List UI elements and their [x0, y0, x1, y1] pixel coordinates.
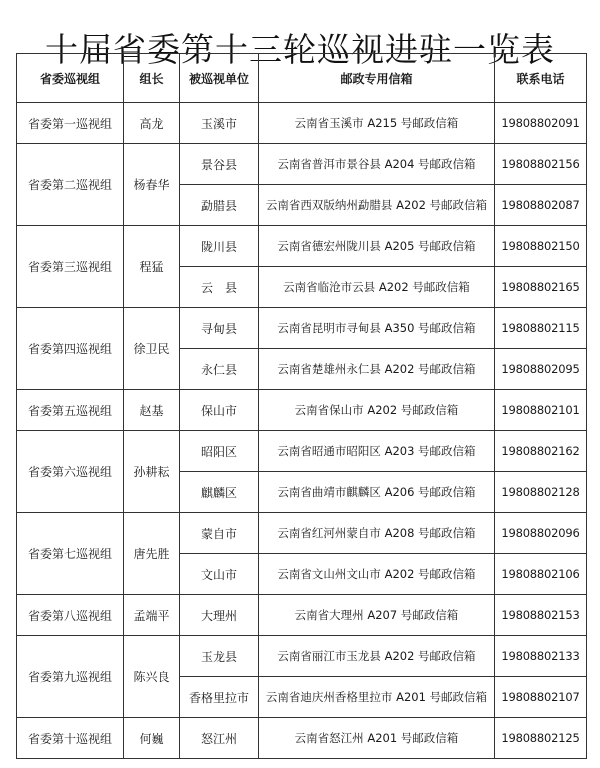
phone-cell: 19808802150 [495, 226, 587, 267]
group-name-cell: 省委第四巡视组 [17, 308, 124, 390]
unit-cell: 昭阳区 [180, 431, 259, 472]
unit-cell: 文山市 [180, 554, 259, 595]
unit-cell: 蒙自市 [180, 513, 259, 554]
leader-cell: 唐先胜 [124, 513, 180, 595]
phone-cell: 19808802096 [495, 513, 587, 554]
mailbox-cell: 云南省玉溪市 A215 号邮政信箱 [259, 103, 495, 144]
inspection-table [16, 53, 587, 759]
phone-cell: 19808802125 [495, 718, 587, 759]
unit-cell: 云 县 [180, 267, 259, 308]
unit-cell: 香格里拉市 [180, 677, 259, 718]
group-name-cell: 省委第二巡视组 [17, 144, 124, 226]
mailbox-cell: 云南省临沧市云县 A202 号邮政信箱 [259, 267, 495, 308]
group-name-cell: 省委第一巡视组 [17, 103, 124, 144]
unit-cell: 勐腊县 [180, 185, 259, 226]
group-name-cell: 省委第九巡视组 [17, 636, 124, 718]
header-phone: 联系电话 [495, 54, 587, 103]
phone-cell: 19808802162 [495, 431, 587, 472]
leader-cell: 高龙 [124, 103, 180, 144]
unit-cell: 保山市 [180, 390, 259, 431]
mailbox-cell: 云南省丽江市玉龙县 A202 号邮政信箱 [259, 636, 495, 677]
leader-cell: 陈兴良 [124, 636, 180, 718]
leader-cell: 孙耕耘 [124, 431, 180, 513]
unit-cell: 大理州 [180, 595, 259, 636]
unit-cell: 玉龙县 [180, 636, 259, 677]
phone-cell: 19808802095 [495, 349, 587, 390]
mailbox-cell: 云南省红河州蒙自市 A208 号邮政信箱 [259, 513, 495, 554]
phone-cell: 19808802153 [495, 595, 587, 636]
phone-cell: 19808802128 [495, 472, 587, 513]
table-row [17, 636, 587, 677]
mailbox-cell: 云南省迪庆州香格里拉市 A201 号邮政信箱 [259, 677, 495, 718]
mailbox-cell: 云南省德宏州陇川县 A205 号邮政信箱 [259, 226, 495, 267]
table-body [17, 103, 587, 759]
unit-cell: 景谷县 [180, 144, 259, 185]
mailbox-cell: 云南省怒江州 A201 号邮政信箱 [259, 718, 495, 759]
phone-cell: 19808802101 [495, 390, 587, 431]
leader-cell: 徐卫民 [124, 308, 180, 390]
table-row [17, 226, 587, 267]
unit-cell: 怒江州 [180, 718, 259, 759]
page-title: 十届省委第十三轮巡视进驻一览表 [45, 30, 555, 70]
table-row [17, 308, 587, 349]
leader-cell: 孟端平 [124, 595, 180, 636]
group-name-cell: 省委第八巡视组 [17, 595, 124, 636]
group-name-cell: 省委第七巡视组 [17, 513, 124, 595]
leader-cell: 何巍 [124, 718, 180, 759]
header-group: 省委巡视组 [17, 54, 124, 103]
unit-cell: 麒麟区 [180, 472, 259, 513]
table-row [17, 513, 587, 554]
phone-cell: 19808802115 [495, 308, 587, 349]
phone-cell: 19808802107 [495, 677, 587, 718]
header-row [17, 54, 587, 103]
table-row [17, 144, 587, 185]
phone-cell: 19808802106 [495, 554, 587, 595]
phone-cell: 19808802165 [495, 267, 587, 308]
unit-cell: 永仁县 [180, 349, 259, 390]
leader-cell: 杨春华 [124, 144, 180, 226]
phone-cell: 19808802091 [495, 103, 587, 144]
leader-cell: 赵基 [124, 390, 180, 431]
phone-cell: 19808802087 [495, 185, 587, 226]
table-row [17, 718, 587, 759]
unit-cell: 寻甸县 [180, 308, 259, 349]
table-row [17, 390, 587, 431]
phone-cell: 19808802156 [495, 144, 587, 185]
mailbox-cell: 云南省昆明市寻甸县 A350 号邮政信箱 [259, 308, 495, 349]
mailbox-cell: 云南省普洱市景谷县 A204 号邮政信箱 [259, 144, 495, 185]
table-row [17, 103, 587, 144]
group-name-cell: 省委第五巡视组 [17, 390, 124, 431]
mailbox-cell: 云南省保山市 A202 号邮政信箱 [259, 390, 495, 431]
mailbox-cell: 云南省西双版纳州勐腊县 A202 号邮政信箱 [259, 185, 495, 226]
table-row [17, 595, 587, 636]
group-name-cell: 省委第六巡视组 [17, 431, 124, 513]
mailbox-cell: 云南省楚雄州永仁县 A202 号邮政信箱 [259, 349, 495, 390]
group-name-cell: 省委第三巡视组 [17, 226, 124, 308]
mailbox-cell: 云南省曲靖市麒麟区 A206 号邮政信箱 [259, 472, 495, 513]
header-leader: 组长 [124, 54, 180, 103]
unit-cell: 陇川县 [180, 226, 259, 267]
mailbox-cell: 云南省文山州文山市 A202 号邮政信箱 [259, 554, 495, 595]
header-unit: 被巡视单位 [180, 54, 259, 103]
header-mailbox: 邮政专用信箱 [259, 54, 495, 103]
leader-cell: 程猛 [124, 226, 180, 308]
table-row [17, 431, 587, 472]
mailbox-cell: 云南省大理州 A207 号邮政信箱 [259, 595, 495, 636]
group-name-cell: 省委第十巡视组 [17, 718, 124, 759]
mailbox-cell: 云南省昭通市昭阳区 A203 号邮政信箱 [259, 431, 495, 472]
unit-cell: 玉溪市 [180, 103, 259, 144]
phone-cell: 19808802133 [495, 636, 587, 677]
